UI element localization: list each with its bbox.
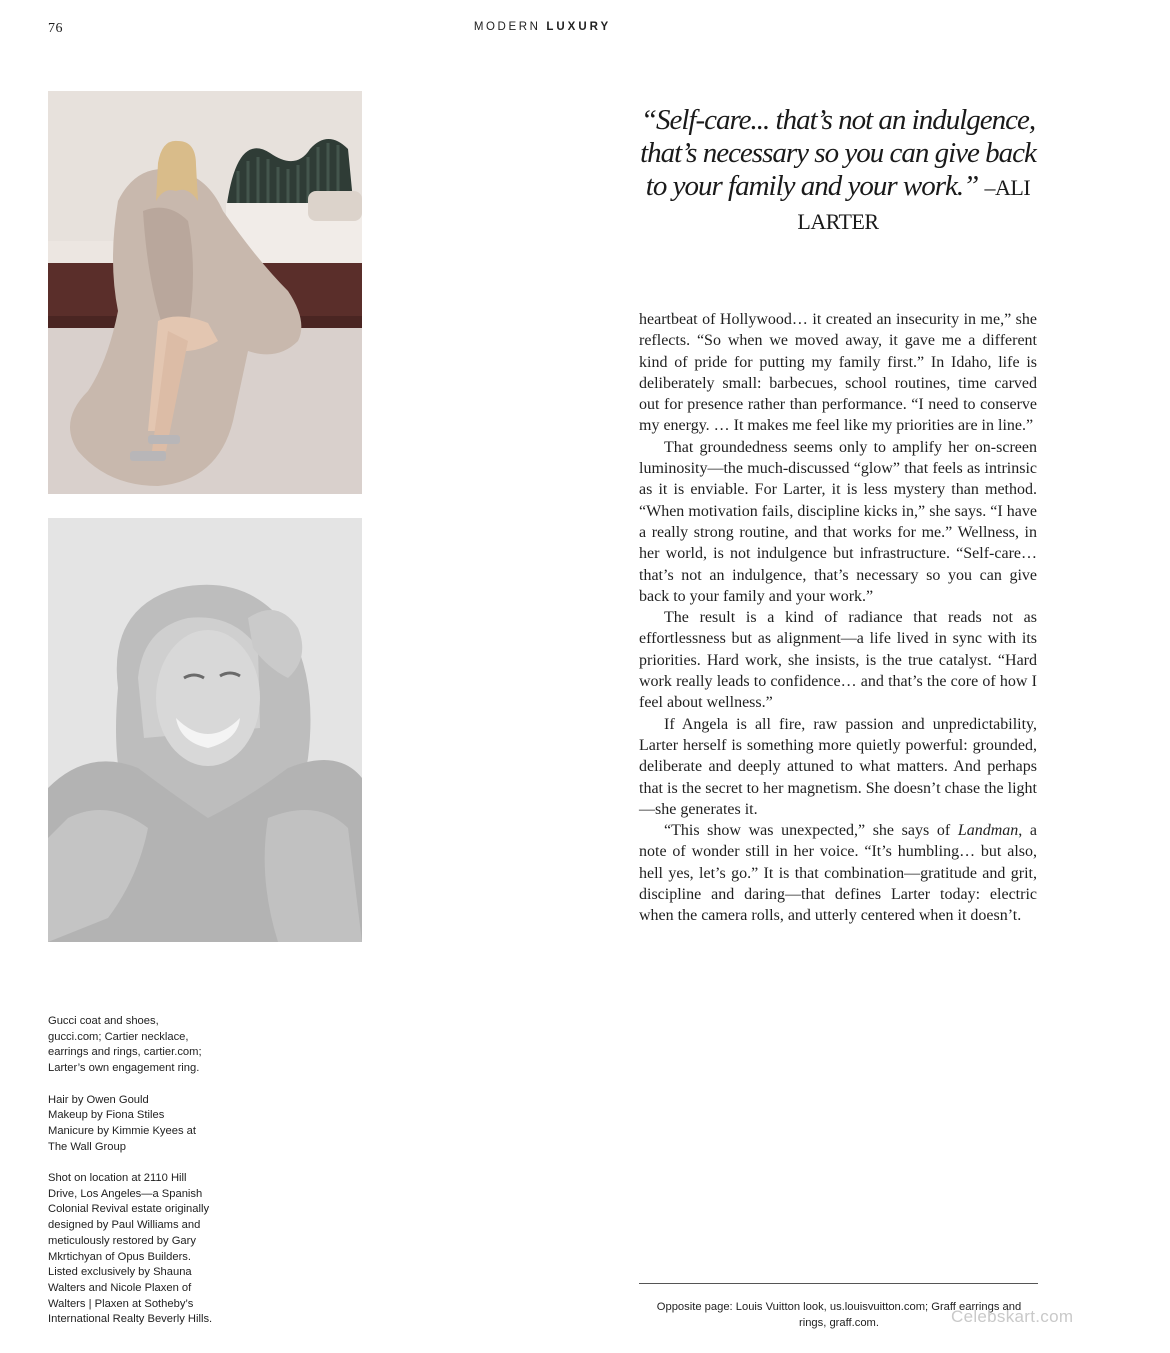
credits-line: Gucci coat and shoes,: [48, 1015, 159, 1027]
credits-wardrobe: [48, 1014, 248, 1077]
show-title: Landman: [957, 822, 1019, 840]
article-paragraph: That groundedness seems only to amplify her on-screen luminosity—the much-discussed “glow” that feels as intrinsic as it is enviable. For Larter, it is less mystery than method. “When motivation fails, discipline kicks in,” she says. “I have a really strong routine, and that works for me.” Wellness, in her world, is not indulgence but infrastructure. “Self-care… that’s not an indulgence, that’s necessary so you can give back to your family and your work.”: [639, 438, 1037, 605]
credits-line: Listed exclusively by Shauna: [48, 1266, 192, 1279]
credits-line: Larter’s own engagement ring.: [48, 1062, 200, 1075]
footer-caption-line: rings, graff.com.: [798, 1317, 879, 1329]
article-text: , a note of wonder still in her voice. “It’s humbling… but also, hell yes, let’s go.” It is that combination—gratitude and grit, discipline and daring—that defines Larter today: electric when the camera rolls, and utterly centered when it doesn’t.: [639, 822, 1037, 925]
credits-line: The Wall Group: [48, 1140, 126, 1153]
pull-quote: [628, 104, 1048, 238]
article-text: “This show was unexpected,” she says of: [664, 822, 958, 840]
credits-line: Shot on location at 2110 Hill: [48, 1172, 187, 1184]
credits-line: Hair by Owen Gould: [48, 1093, 149, 1106]
article-paragraph: [639, 820, 1037, 926]
article-body: [639, 309, 1037, 927]
credits-line: earrings and rings, cartier.com;: [48, 1046, 202, 1059]
masthead-modern: MODERN: [473, 21, 541, 33]
credits-line: International Realty Beverly Hills.: [48, 1313, 213, 1326]
credits-line: Drive, Los Angeles—a Spanish: [48, 1187, 203, 1200]
credits-line: Walters | Plaxen at Sotheby’s: [48, 1297, 194, 1310]
watermark: Celebskart.com: [951, 1307, 1074, 1326]
credits-line: Manicure by Kimmie Kyees at: [48, 1124, 196, 1137]
photo-credits: [48, 1014, 248, 1344]
pull-quote-text: “Self-care... that’s not an indulgence, that’s necessary so you can give back to your family and your work.”: [640, 104, 1036, 202]
photo-bw-portrait: [48, 518, 362, 942]
credits-line: Makeup by Fiona Stiles: [48, 1109, 165, 1122]
footer-caption-line: Opposite page: Louis Vuitton look, us.louisvuitton.com; Graff earrings and: [656, 1301, 1022, 1313]
credits-line: Mkrtichyan of Opus Builders.: [48, 1250, 192, 1263]
footer-divider: [639, 1283, 1038, 1284]
masthead: [0, 21, 1085, 33]
credits-line: Colonial Revival estate originally: [48, 1203, 210, 1216]
credits-line: meticulously restored by Gary: [48, 1234, 196, 1247]
credits-line: Walters and Nicole Plaxen of: [48, 1281, 192, 1294]
photo-portrait-illustration: [48, 518, 362, 942]
photo-seated-illustration: [48, 91, 362, 494]
credits-line: designed by Paul Williams and: [48, 1219, 201, 1232]
credits-line: gucci.com; Cartier necklace,: [48, 1030, 189, 1043]
article-paragraph: If Angela is all fire, raw passion and unpredictability, Larter herself is something more quietly powerful: grounded, deliberate and deeply attuned to what matters. And perhaps that is the secret to her magnetism. She doesn’t chase the light—she generates it.: [639, 715, 1037, 818]
credits-location: [48, 1171, 248, 1328]
page-number: 76: [48, 21, 63, 36]
pull-quote-attribution: –ALI LARTER: [797, 175, 1031, 234]
masthead-luxury: LUXURY: [546, 21, 612, 33]
article-paragraph: The result is a kind of radiance that reads not as effortlessness but as alignment—a life lived in sync with its priorities. Hard work, she insists, is the true catalyst. “Hard work really leads to confidence… and that’s the core of how I feel about wellness.”: [639, 609, 1037, 712]
photo-feather-coat-seated: [48, 91, 362, 494]
credits-beauty: [48, 1093, 248, 1156]
article-paragraph: heartbeat of Hollywood… it created an insecurity in me,” she reflects. “So when we moved away, it gave me a different kind of pride for putting my family first.” In Idaho, life is deliberately small: barbecues, school routines, time carved out for presence rather than performance. “I need to conserve my energy. … It makes me feel like my priorities are in line.”: [639, 311, 1037, 435]
